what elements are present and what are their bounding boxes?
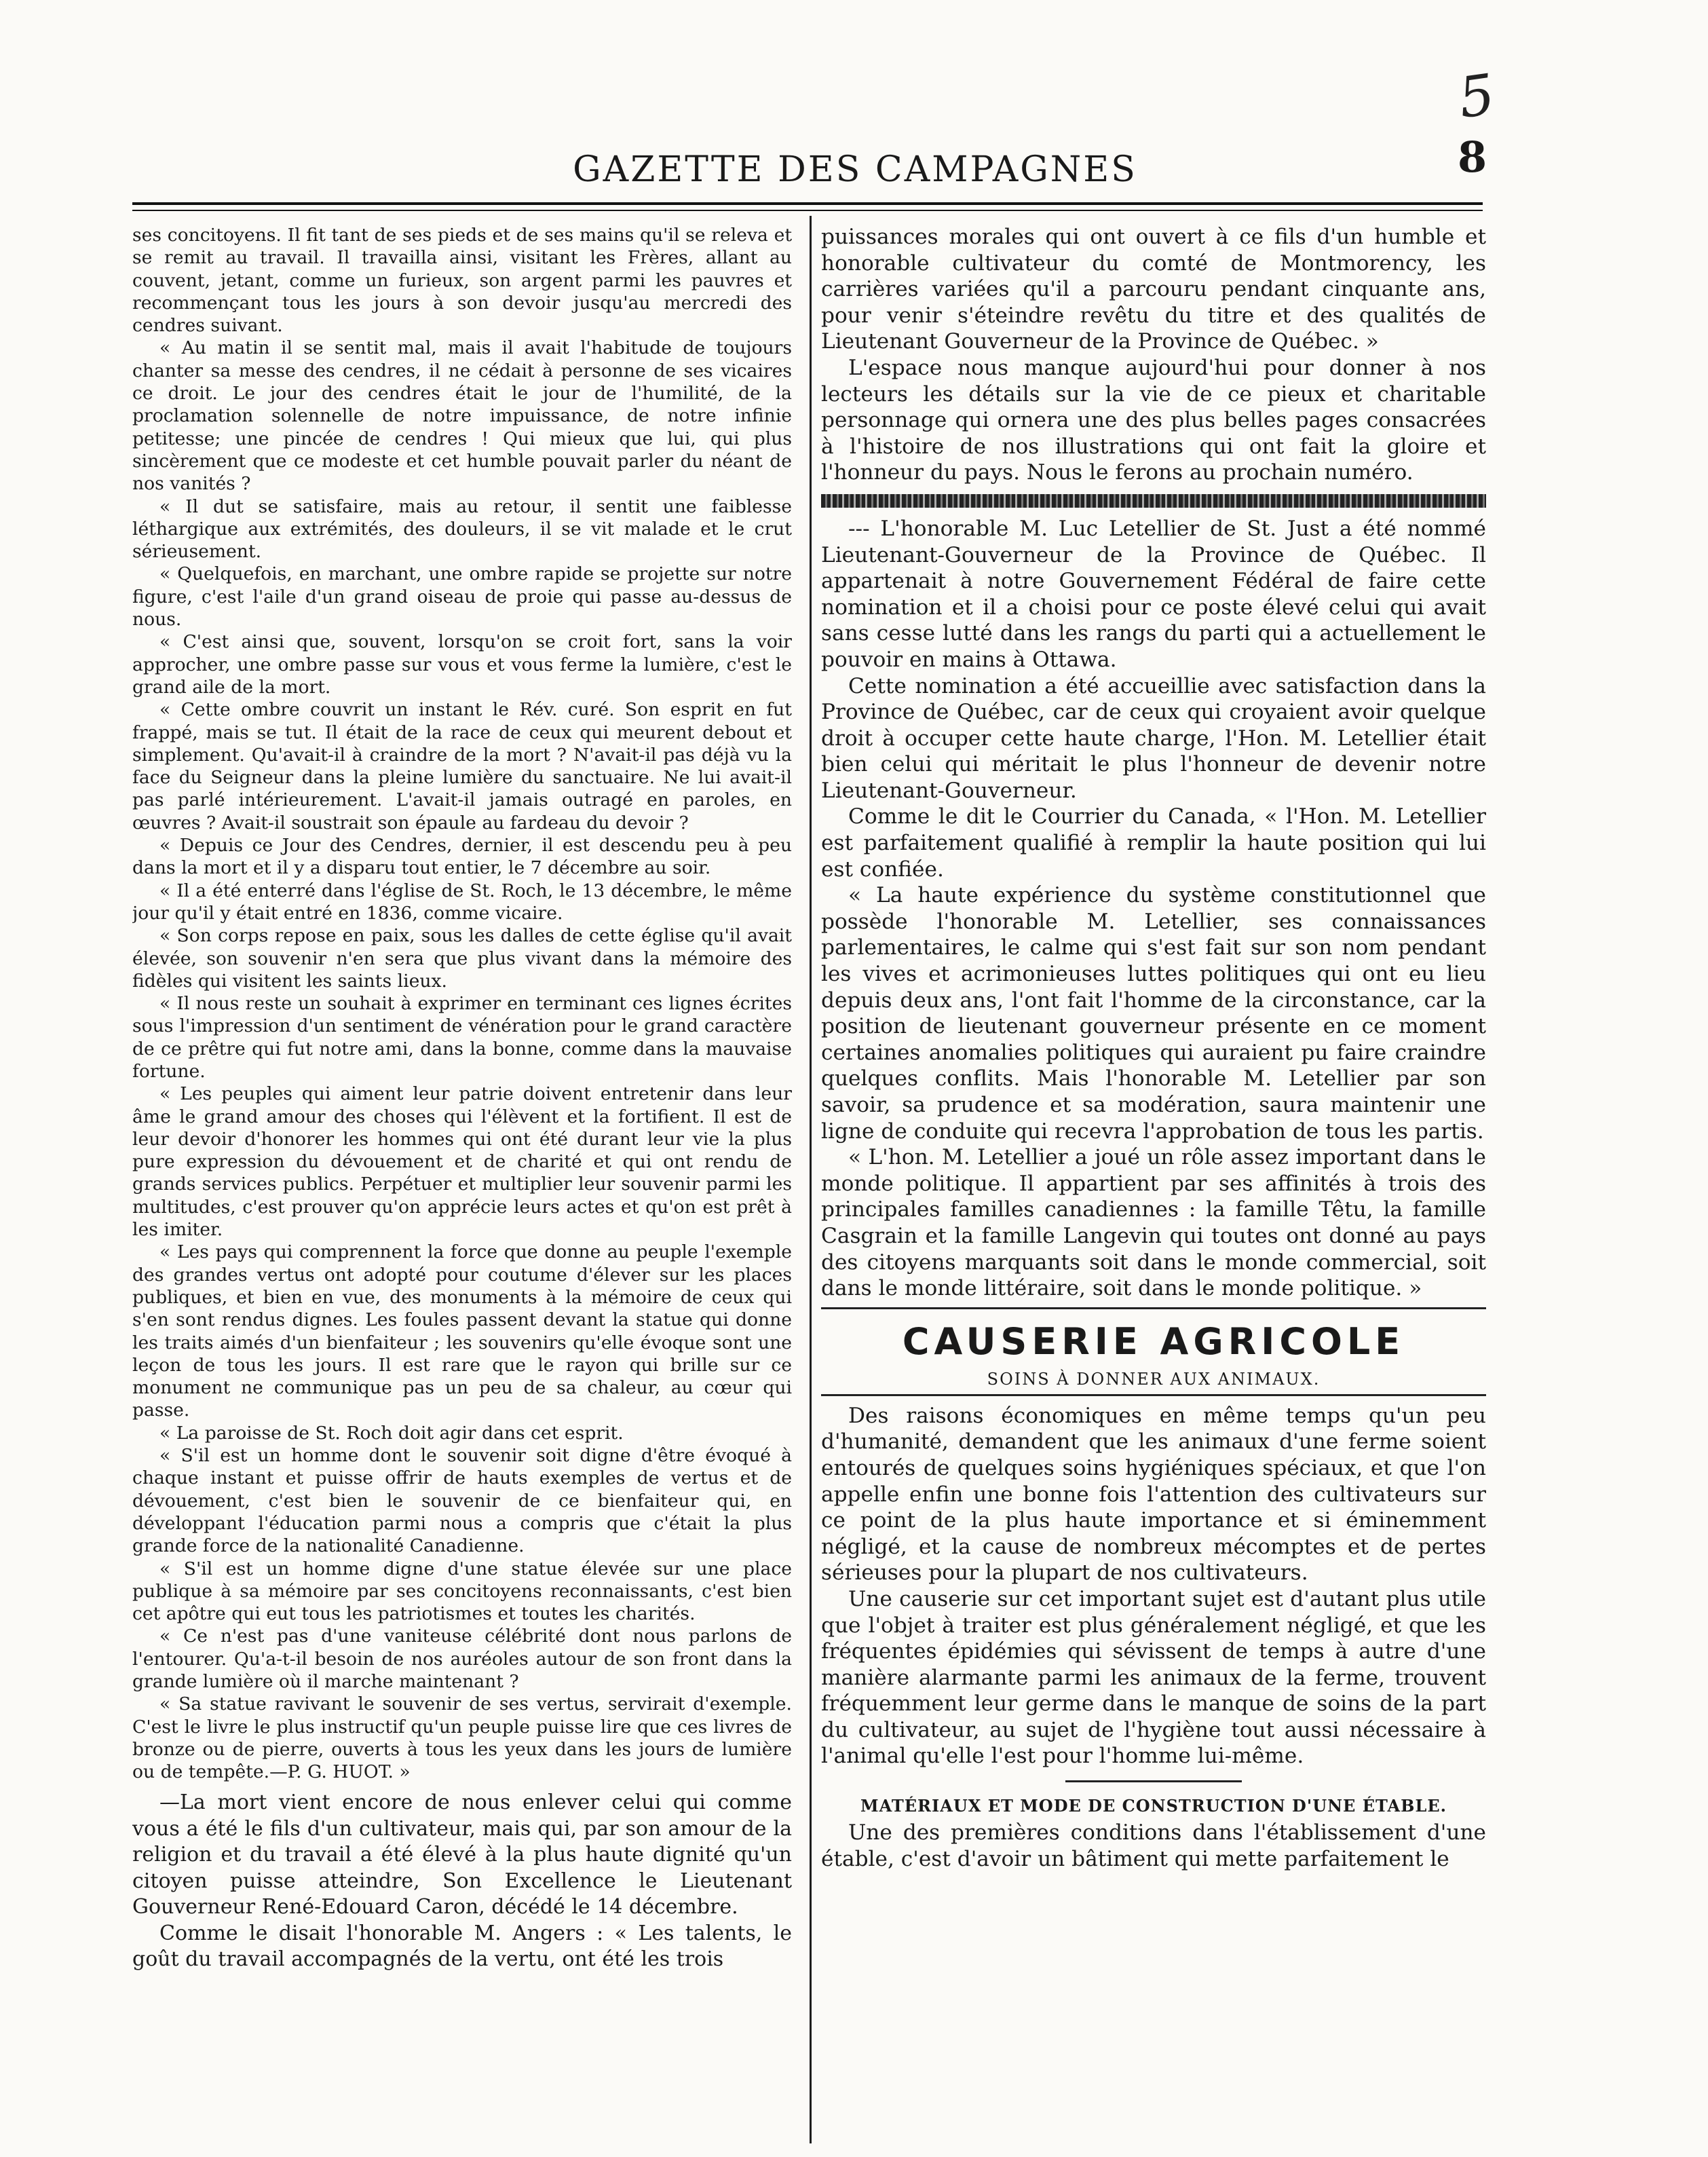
right-column: [821, 224, 1486, 2145]
left-paragraph: « Il dut se satisfaire, mais au retour, il sentit une faiblesse léthargique aux extrémités, des douleurs, il se vit malade et le crut sérieusement.: [132, 495, 792, 563]
left-paragraph: « La paroisse de St. Roch doit agir dans cet esprit.: [159, 1422, 624, 1444]
left-paragraph: « Ce n'est pas d'une vaniteuse célébrité dont nous parlons de l'entourer. Qu'a-t-il besoin de nos auréoles autour de son front dans la grande lumière où il marche maintenant ?: [132, 1626, 792, 1692]
right-paragraph: L'espace nous manque aujourd'hui pour donner à nos lecteurs les détails sur la vie de ce pieux et charitable personnage qui ornera une des plus belles pages consacrées à l'histoire de nos illustrations qui ont fait la gloire et l'honneur du pays. Nous le ferons au prochain numéro.: [821, 355, 1486, 485]
left-paragraph: « Cette ombre couvrit un instant le Rév. curé. Son esprit en fut frappé, mais se tut. Il était de la race de ceux qui meurent debout et simplement. Qu'avait-il à craindre de la mort ? N'avait-il pas déjà vu la face du Seigneur dans la pleine lumière du sanctuaire. Ne lui avait-il pas parlé intérieurement. L'avait-il jamais outragé en paroles, en œuvres ? Avait-il soustrait son épaule au fardeau du devoir ?: [132, 699, 792, 833]
section-title: CAUSERIE AGRICOLE: [902, 1319, 1405, 1363]
section-rule: [821, 1394, 1486, 1396]
right-paragraph: Cette nomination a été accueillie avec satisfaction dans la Province de Québec, car de ceux qui croyaient avoir quelque droit à occuper cette haute charge, l'Hon. M. Letellier était bien celui qui méritait le plus l'honneur de devenir notre Lieutenant-Gouverneur.: [821, 673, 1486, 803]
left-paragraph: « Les pays qui comprennent la force que donne au peuple l'exemple des grandes vertus ont adopté pour coutume d'élever sur les places publiques, et bien en vue, des monuments à la mémoire de ceux qui s'en sont rendus dignes. Les foules passent devant la statue qui donne les traits aimés d'un bienfaiteur ; les souvenirs qu'elle évoque sont une leçon de tous les jours. Il est rare que le rayon qui brille sur ce monument ne communique pas un peu de sa chaleur, au cœur qui passe.: [132, 1241, 792, 1421]
left-paragraph: « Quelquefois, en marchant, une ombre rapide se projette sur notre figure, c'est l'aile d'un grand oiseau de proie qui passe au-dessus de nous.: [132, 563, 792, 631]
right-paragraph: Une causerie sur cet important sujet est d'autant plus utile que l'objet à traiter est plus généralement négligé, et que les fréquentes épidémies qui sévissent de temps à autre d'une manière alarmante parmi les animaux de la ferme, trouvent fréquemment leur germe dans le manque de soins de la part du cultivateur, au sujet de l'hygiène tout aussi nécessaire à l'animal qu'elle l'est pour l'homme lui-même.: [821, 1586, 1486, 1769]
left-paragraph: Comme le disait l'honorable M. Angers : « Les talents, le goût du travail accompagnés de la vertu, ont été les trois: [132, 1921, 792, 1972]
left-column: [132, 224, 792, 2145]
right-paragraph: « L'hon. M. Letellier a joué un rôle assez important dans le monde politique. Il appartient par ses affinités à trois des principales familles canadiennes : la famille Têtu, la famille Casgrain et la famille Langevin qui toutes ont donné au pays des citoyens marquants soit dans le monde commercial, soit dans le monde littéraire, soit dans le monde politique. »: [821, 1145, 1486, 1301]
left-paragraph: « Il a été enterré dans l'église de St. Roch, le 13 décembre, le même jour qu'il y était entré en 1836, comme vicaire.: [132, 880, 792, 924]
column-divider: [810, 216, 812, 2143]
left-paragraph: —La mort vient encore de nous enlever celui qui comme vous a été le fils d'un cultivateur, mais qui, par son amour de la religion et du travail a été élevé à la plus haute dignité qu'un citoyen puisse atteindre, Son Excellence le Lieutenant Gouverneur René-Edouard Caron, décédé le 14 décembre.: [132, 1790, 792, 1919]
left-paragraph: « C'est ainsi que, souvent, lorsqu'on se croit fort, sans la voir approcher, une ombre passe sur vous et vous ferme la lumière, c'est le grand aile de la mort.: [132, 631, 792, 698]
right-paragraph: puissances morales qui ont ouvert à ce fils d'un humble et honorable cultivateur du comté de Montmorency, les carrières variées qu'il a parcouru pendant cinquante ans, pour venir s'éteindre revêtu du titre et des qualités de Lieutenant Gouverneur de la Province de Québec. »: [821, 225, 1486, 354]
left-paragraph: « S'il est un homme digne d'une statue élevée sur une place publique à sa mémoire par ses concitoyens reconnaissants, c'est bien cet apôtre qui eut tous les patriotismes et toutes les charités.: [132, 1558, 792, 1625]
left-paragraph: « Au matin il se sentit mal, mais il avait l'habitude de toujours chanter sa messe des cendres, il ne cédait à personne de ses vicaires ce droit. Le jour des cendres était le jour de l'humilité, de la proclamation solennelle de notre impuissance, de notre infinie petitesse; une pincée de cendres ! Qui mieux que lui, qui plus sincèrement que ce modeste et cet humble pouvait parler du néant de nos vanités ?: [132, 337, 792, 495]
section-subtitle: SOINS À DONNER AUX ANIMAUX.: [987, 1369, 1321, 1389]
right-paragraph: « La haute expérience du système constitutionnel que possède l'honorable M. Letellier, ses connaissances parlementaires, le calme qui s'est fait sur son nom pendant les vives et acrimonieuses luttes politiques qui ont eu lieu depuis deux ans, l'ont fait l'homme de la circonstance, car la position de lieutenant gouverneur présente en ce moment certaines anomalies politiques qui auraient pu faire craindre quelques conflits. Mais l'honorable M. Letellier par son savoir, sa prudence et sa modération, saura maintenir une ligne de conduite qui recevra l'approbation de tous les partis.: [821, 883, 1486, 1144]
right-paragraph: Des raisons économiques en même temps qu'un peu d'humanité, demandent que les animaux d'une ferme soient entourés de quelques soins hygiéniques spéciaux, et que l'on appelle enfin une bonne fois l'attention des cultivateurs sur ce point de la plus haute importance et si éminemment négligé, et la cause de nombreux mécomptes et de pertes sérieuses pour la plupart de nos cultivateurs.: [821, 1403, 1486, 1586]
left-paragraph: « Les peuples qui aiment leur patrie doivent entretenir dans leur âme le grand amour des choses qui l'élèvent et la fortifient. Il est de leur devoir d'honorer les hommes qui ont été durant leur vie la plus pure expression du dévouement et de charité et qui ont rendu de grands services publics. Perpétuer et multiplier leur souvenir parmi les multitudes, c'est prouver qu'on apprécie leurs actes et qu'on est prêt à les imiter.: [132, 1083, 792, 1241]
left-paragraph: « Depuis ce Jour des Cendres, dernier, il est descendu peu à peu dans la mort et il y a disparu tout entier, le 7 décembre au soir.: [132, 835, 792, 879]
left-paragraph: « Sa statue ravivant le souvenir de ses vertus, servirait d'exemple. C'est le livre le plus instructif qu'un peuple puisse lire que ces livres de bronze ou de pierre, ouverts à tous les yeux dans les jours de lumière ou de tempête.—P. G. HUOT. »: [132, 1693, 792, 1783]
right-paragraph: --- L'honorable M. Luc Letellier de St. Just a été nommé Lieutenant-Gouverneur de la Province de Québec. Il appartenait à notre Gouvernement Fédéral de faire cette nomination et il a choisi pour ce poste élevé celui qui avait sans cesse lutté dans les rangs du parti qui a actuellement le pouvoir en mains à Ottawa.: [821, 516, 1486, 672]
subhead: MATÉRIAUX ET MODE DE CONSTRUCTION D'UNE ÉTABLE.: [860, 1796, 1447, 1816]
separator-rule: [1065, 1780, 1242, 1782]
section-rule: [821, 1307, 1486, 1309]
right-paragraph: Une des premières conditions dans l'établissement d'une étable, c'est d'avoir un bâtiment qui mette parfaitement le: [821, 1820, 1486, 1871]
ornamental-rule: [821, 494, 1486, 508]
left-paragraph: ses concitoyens. Il fit tant de ses pieds et de ses mains qu'il se releva et se remit au travail. Il travailla ainsi, visitant les Frères, allant au couvent, jetant, comme un furieux, son argent parmi les pauvres et recommençant tous les jours à son devoir jusqu'au mercredi des cendres suivant.: [132, 225, 792, 337]
masthead-title: GAZETTE DES CAMPAGNES: [573, 149, 1137, 190]
left-paragraph: « Son corps repose en paix, sous les dalles de cette église qu'il avait élevée, son souvenir n'en sera que plus vivant dans la mémoire des fidèles qui visitent les saints lieux.: [132, 925, 792, 992]
masthead-rule: [132, 202, 1483, 211]
left-paragraph: « Il nous reste un souhait à exprimer en terminant ces lignes écrites sous l'impression d'un sentiment de vénération pour le grand caractère de ce prêtre qui fut notre ami, dans la bonne, comme dans la mauvaise fortune.: [132, 993, 792, 1082]
page-number: 5: [1454, 62, 1499, 132]
folio-number: 8: [1458, 132, 1487, 182]
right-paragraph: Comme le dit le Courrier du Canada, « l'Hon. M. Letellier est parfaitement qualifié à remplir la haute position qui lui est confiée.: [821, 804, 1486, 882]
left-paragraph: « S'il est un homme dont le souvenir soit digne d'être évoqué à chaque instant et puisse offrir de hauts exemples de vertus et de dévouement, c'est bien le souvenir de ce bienfaiteur qui, en développant l'éducation parmi nous a compris que c'était la plus grande force de la nationalité Canadienne.: [132, 1445, 792, 1557]
